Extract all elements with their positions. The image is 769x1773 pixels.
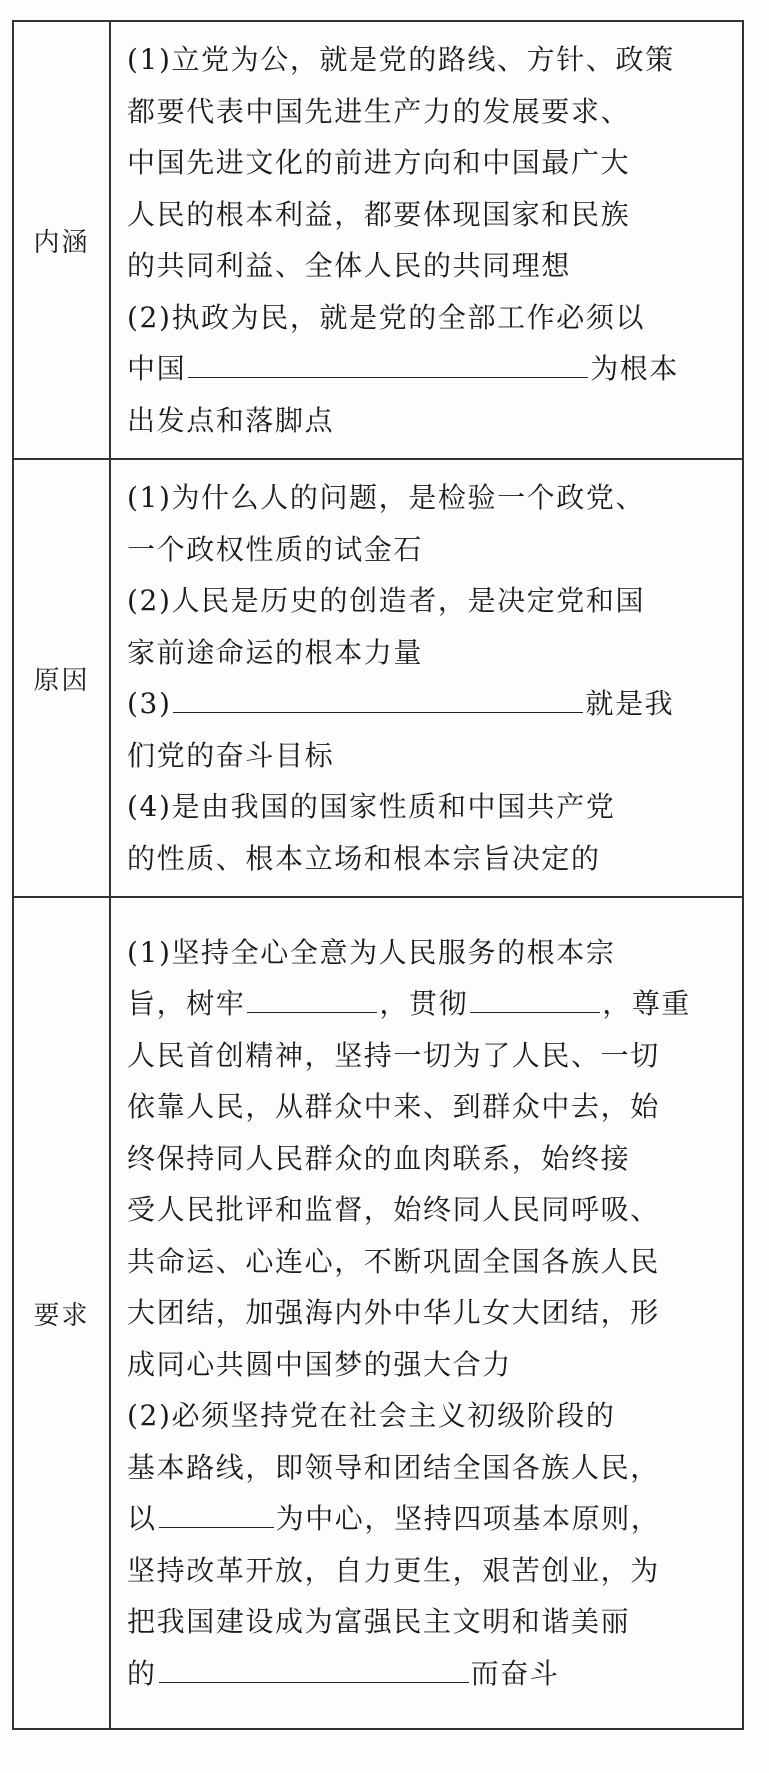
text-segment: 的性质、根本立场和根本宗旨决定的 <box>127 841 601 875</box>
text-line <box>127 292 730 344</box>
text-segment: (3) <box>127 687 172 720</box>
text-segment: 受人民批评和监督，始终同人民同呼吸、 <box>127 1193 660 1227</box>
text-line <box>127 1390 730 1442</box>
text-segment: 家前途命运的根本力量 <box>127 635 424 669</box>
row-label: 要求 <box>13 897 110 1729</box>
fill-in-blank[interactable] <box>247 986 377 1013</box>
text-line <box>127 1493 730 1545</box>
text-line <box>127 189 730 241</box>
text-segment: 一个政权性质的试金石 <box>127 532 424 566</box>
text-segment: 人民首创精神，坚持一切为了人民、一切 <box>127 1038 660 1072</box>
text-line <box>127 575 730 627</box>
row-content <box>110 459 743 897</box>
table-row-requirement <box>13 897 743 1729</box>
text-line <box>127 86 730 138</box>
text-line <box>127 1133 730 1185</box>
text-segment: 基本路线，即领导和团结全国各族人民， <box>127 1450 660 1484</box>
text-line <box>127 730 730 782</box>
text-segment: 都要代表中国先进生产力的发展要求、 <box>127 94 631 128</box>
text-line <box>127 1648 730 1700</box>
text-segment: 旨，树牢 <box>127 987 246 1021</box>
text-segment: (1)坚持全心全意为人民服务的根本宗 <box>127 935 616 969</box>
text-line <box>127 1236 730 1288</box>
text-segment: (2)必须坚持党在社会主义初级阶段的 <box>127 1399 616 1433</box>
text-segment: 出发点和落脚点 <box>127 403 335 437</box>
fill-in-blank[interactable] <box>470 986 600 1013</box>
fill-in-blank[interactable] <box>159 1501 274 1528</box>
text-line <box>127 1030 730 1082</box>
row-label: 原因 <box>13 459 110 897</box>
text-segment: 共命运、心连心，不断巩固全国各族人民 <box>127 1244 660 1278</box>
row-label: 内涵 <box>13 21 110 459</box>
text-segment: (1)立党为公，就是党的路线、方针、政策 <box>127 43 675 76</box>
text-segment: 的共同利益、全体人民的共同理想 <box>127 249 572 282</box>
text-line <box>127 34 730 86</box>
text-line <box>127 1287 730 1339</box>
text-segment: 大团结，加强海内外中华儿女大团结，形 <box>127 1296 660 1330</box>
text-segment: ，贯彻 <box>379 987 469 1021</box>
text-segment: (1)为什么人的问题，是检验一个政党、 <box>127 481 646 514</box>
text-segment: 把我国建设成为富强民主文明和谐美丽 <box>127 1605 631 1639</box>
text-segment: 就是我 <box>585 687 675 720</box>
knowledge-table <box>12 20 744 1730</box>
text-line <box>127 472 730 524</box>
text-segment: ，尊重 <box>602 987 692 1021</box>
text-segment: (2)执政为民，就是党的全部工作必须以 <box>127 300 646 334</box>
text-line <box>127 678 730 730</box>
text-segment: 坚持改革开放，自力更生，艰苦创业，为 <box>127 1553 660 1587</box>
text-segment: 依靠人民，从群众中来、到群众中去，始 <box>127 1090 660 1124</box>
row-content <box>110 21 743 459</box>
table-row-connotation <box>13 21 743 459</box>
text-segment: 人民的根本利益，都要体现国家和民族 <box>127 197 631 231</box>
text-line <box>127 1545 730 1597</box>
text-line <box>127 927 730 979</box>
table-row-reason <box>13 459 743 897</box>
text-segment: 成同心共圆中国梦的强大合力 <box>127 1347 512 1381</box>
text-segment: (4)是由我国的国家性质和中国共产党 <box>127 790 616 823</box>
text-line <box>127 1081 730 1133</box>
text-line <box>127 627 730 679</box>
text-segment: 中国 <box>127 352 187 385</box>
text-segment: 终保持同人民群众的血肉联系，始终接 <box>127 1141 631 1175</box>
text-segment: 为根本 <box>590 352 680 385</box>
text-line <box>127 343 730 395</box>
text-segment: (2)人民是历史的创造者，是决定党和国 <box>127 584 646 617</box>
text-segment: 为中心，坚持四项基本原则， <box>275 1502 661 1536</box>
text-line <box>127 1184 730 1236</box>
text-segment: 们党的奋斗目标 <box>127 738 335 772</box>
fill-in-blank[interactable] <box>173 686 583 713</box>
text-line <box>127 137 730 189</box>
text-line <box>127 1596 730 1648</box>
fill-in-blank[interactable] <box>159 1656 469 1683</box>
text-line <box>127 1339 730 1391</box>
row-content <box>110 897 743 1729</box>
text-line <box>127 833 730 885</box>
text-segment: 以 <box>127 1502 157 1536</box>
text-segment: 的 <box>127 1656 157 1690</box>
text-line <box>127 978 730 1030</box>
text-line <box>127 1442 730 1494</box>
text-line <box>127 240 730 292</box>
text-segment: 中国先进文化的前进方向和中国最广大 <box>127 146 631 179</box>
text-line <box>127 395 730 447</box>
text-line <box>127 524 730 576</box>
text-segment: 而奋斗 <box>470 1656 560 1690</box>
text-line <box>127 781 730 833</box>
fill-in-blank[interactable] <box>188 351 588 378</box>
